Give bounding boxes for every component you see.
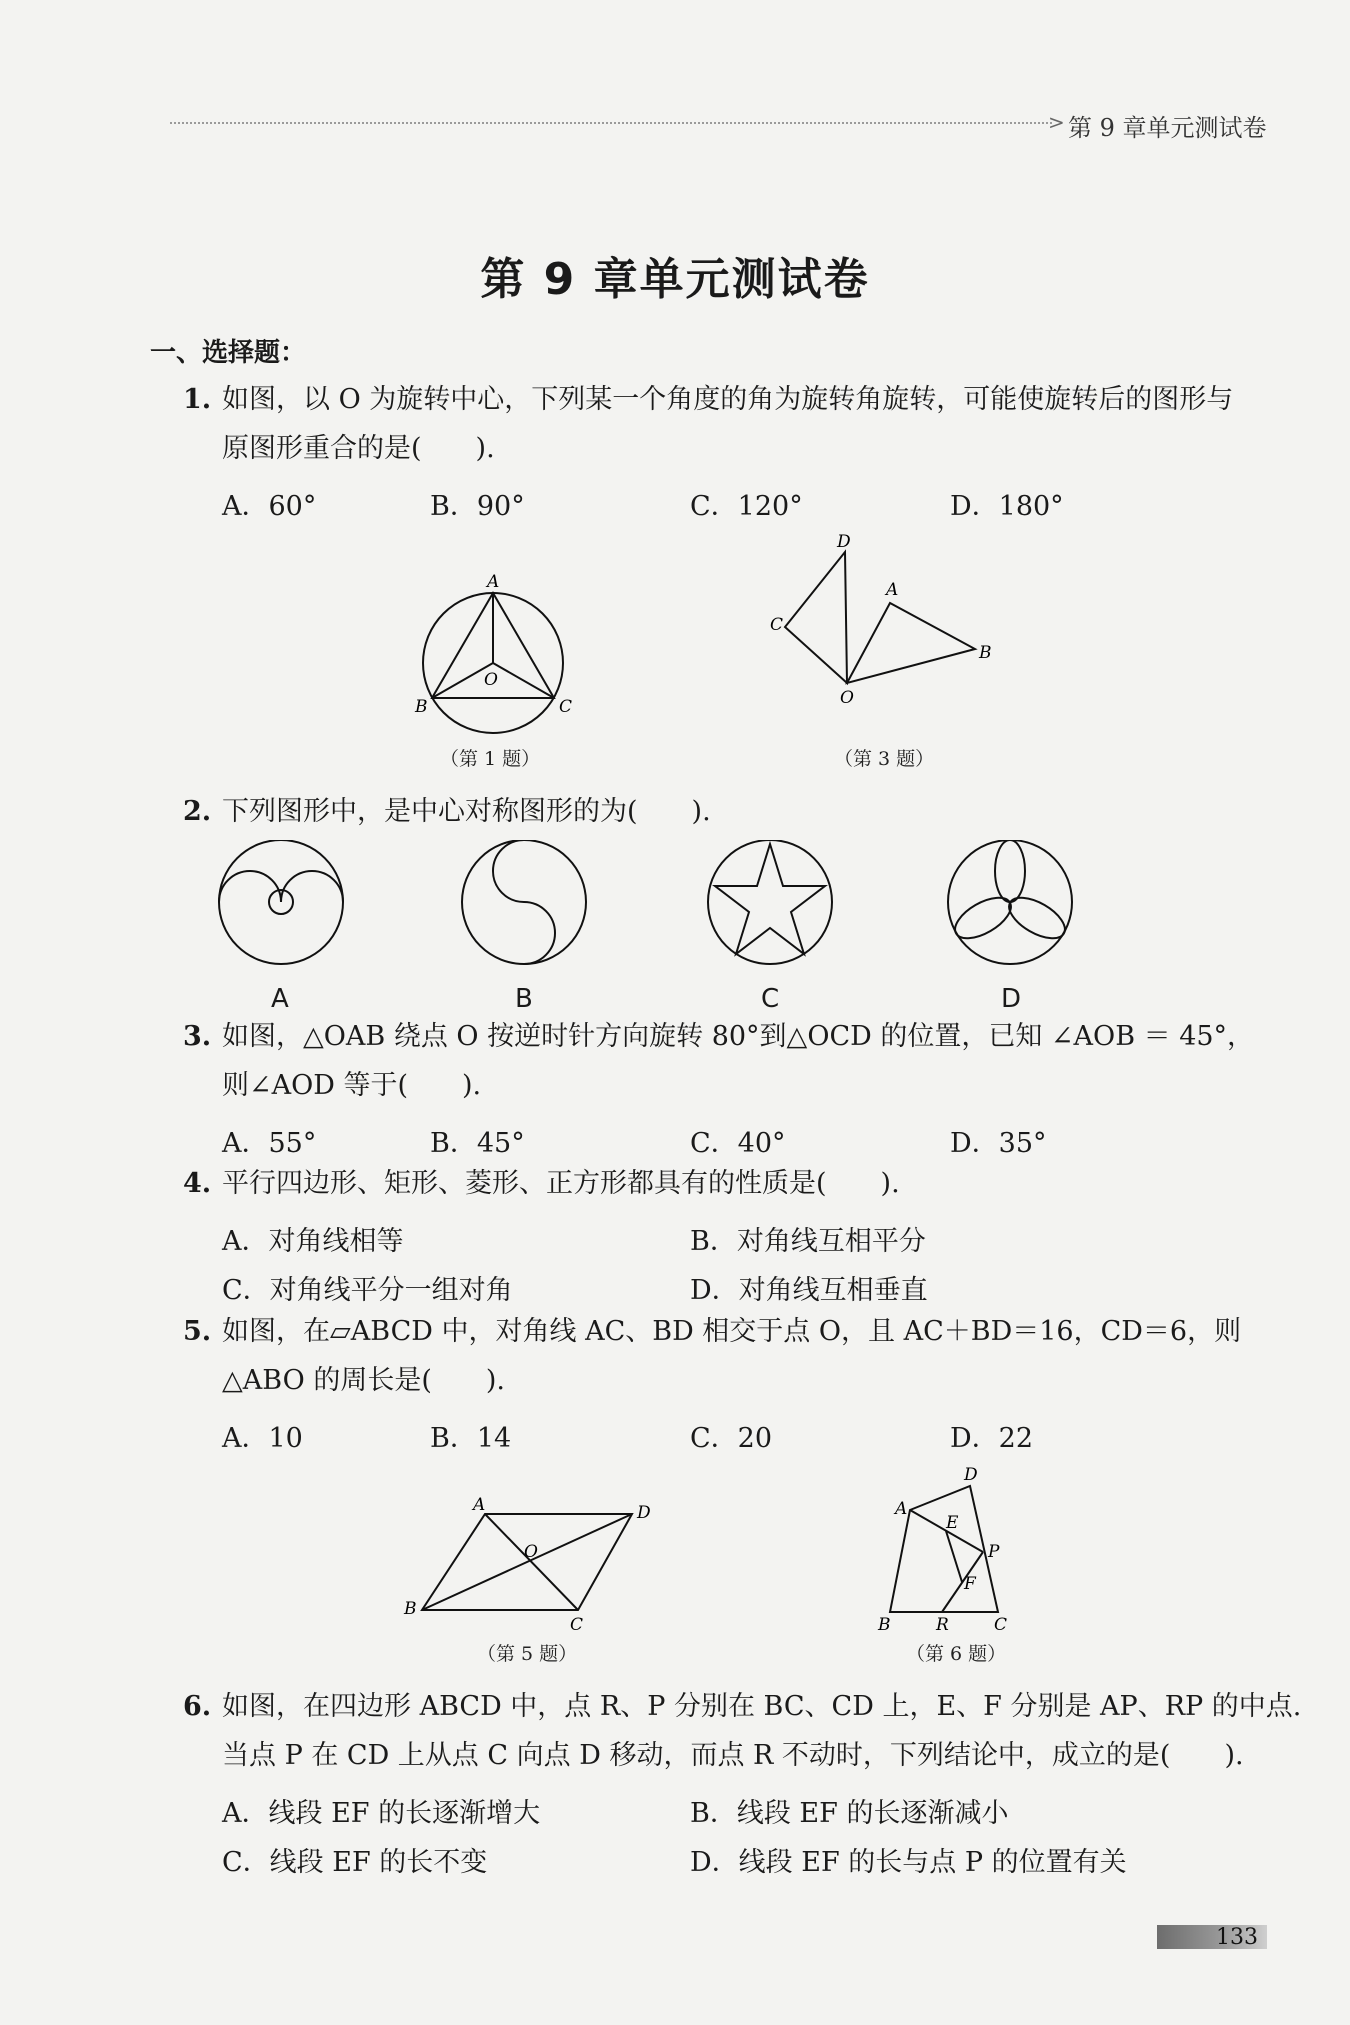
question-text-line: 当点 P 在 CD 上从点 C 向点 D 移动，而点 R 不动时，下列结论中，成立的是( ). xyxy=(222,1740,1244,1771)
fig3-label-d: D xyxy=(837,532,851,552)
fig6-label-b: B xyxy=(878,1615,891,1634)
option-c: C．20 xyxy=(690,1423,773,1454)
q2-label-a: A xyxy=(271,984,289,1014)
figure-1 xyxy=(405,555,595,735)
fig5-label-o: O xyxy=(524,1542,538,1562)
option-d: D．22 xyxy=(950,1423,1034,1454)
fig6-label-c: C xyxy=(994,1615,1008,1634)
option-c: C．40° xyxy=(690,1128,786,1159)
fig6-label-e: E xyxy=(946,1513,959,1533)
option-d: D．线段 EF 的长与点 P 的位置有关 xyxy=(690,1847,1127,1878)
fig6-label-d: D xyxy=(964,1465,978,1485)
figure-3 xyxy=(750,525,1010,715)
question-text-line: 如图，在四边形 ABCD 中，点 R、P 分别在 BC、CD 上，E、F 分别是 AP、RP 的中点. xyxy=(222,1691,1302,1722)
question-number: 3. xyxy=(183,1021,212,1052)
figure-5-caption: （第 5 题） xyxy=(477,1643,578,1665)
figure-6 xyxy=(870,1462,1030,1634)
option-d: D．对角线互相垂直 xyxy=(690,1275,928,1306)
question-text-line: 则∠AOD 等于( ). xyxy=(222,1070,482,1101)
fig5-label-c: C xyxy=(570,1615,584,1635)
question-number: 2. xyxy=(183,796,212,827)
fig3-label-a: A xyxy=(886,580,899,600)
option-c: C．对角线平分一组对角 xyxy=(222,1275,513,1306)
option-c: C．120° xyxy=(690,491,803,522)
q2-figure-c xyxy=(706,840,841,970)
fig1-label-b: B xyxy=(415,697,428,717)
question-number: 6. xyxy=(183,1691,212,1722)
option-b: B．90° xyxy=(430,491,525,522)
option-b: B．45° xyxy=(430,1128,525,1159)
fig3-label-o: O xyxy=(840,688,854,708)
question-text-line: 如图，以 O 为旋转中心，下列某一个角度的角为旋转角旋转，可能使旋转后的图形与 xyxy=(222,384,1234,415)
fig1-label-c: C xyxy=(559,697,573,717)
fig1-label-a: A xyxy=(487,572,500,592)
figure-1-caption: （第 1 题） xyxy=(440,748,541,770)
option-b: B．14 xyxy=(430,1423,512,1454)
header-arrow-icon: > xyxy=(1048,110,1065,134)
fig6-label-p: P xyxy=(988,1542,1000,1562)
q2-label-b: B xyxy=(515,984,533,1014)
fig5-label-a: A xyxy=(473,1495,486,1515)
page-number: 133 xyxy=(1216,1925,1258,1950)
fig5-label-d: D xyxy=(637,1503,651,1523)
option-c: C．线段 EF 的长不变 xyxy=(222,1847,488,1878)
q2-figure-d xyxy=(946,840,1081,970)
figure-6-caption: （第 6 题） xyxy=(906,1643,1007,1665)
fig6-label-f: F xyxy=(964,1574,976,1594)
option-a: A．60° xyxy=(222,491,317,522)
fig1-label-o: O xyxy=(484,670,498,690)
question-text-line: 如图，在▱ABCD 中，对角线 AC、BD 相交于点 O，且 AC＋BD＝16，CD＝6，则 xyxy=(222,1316,1242,1347)
section-heading: 一、选择题： xyxy=(150,338,307,368)
option-b: B．对角线互相平分 xyxy=(690,1226,926,1257)
figure-3-caption: （第 3 题） xyxy=(834,748,935,770)
option-d: D．180° xyxy=(950,491,1064,522)
q2-label-d: D xyxy=(1001,984,1022,1014)
q2-label-c: C xyxy=(761,984,780,1014)
question-number: 1. xyxy=(183,384,212,415)
question-text-line: 如图，△OAB 绕点 O 按逆时针方向旋转 80°到△OCD 的位置，已知 ∠AOB ＝ 45°， xyxy=(222,1021,1255,1052)
fig5-label-b: B xyxy=(404,1599,417,1619)
running-title: 第 9 章单元测试卷 xyxy=(1068,114,1267,142)
page-title: 第 9 章单元测试卷 xyxy=(480,254,870,305)
option-a: A．对角线相等 xyxy=(222,1226,404,1257)
question-text-line: 下列图形中，是中心对称图形的为( ). xyxy=(222,796,711,827)
q2-figure-a xyxy=(215,840,350,970)
fig3-label-c: C xyxy=(770,615,784,635)
header-rule xyxy=(170,122,1052,124)
question-number: 4. xyxy=(183,1168,212,1199)
question-text-line: △ABO 的周长是( ). xyxy=(222,1365,505,1396)
question-text-line: 平行四边形、矩形、菱形、正方形都具有的性质是( ). xyxy=(222,1168,900,1199)
fig6-label-r: R xyxy=(936,1615,949,1634)
question-text-line: 原图形重合的是( ). xyxy=(222,433,495,464)
figure-5 xyxy=(400,1490,670,1635)
option-a: A．线段 EF 的长逐渐增大 xyxy=(222,1798,541,1829)
option-a: A．10 xyxy=(222,1423,303,1454)
option-a: A．55° xyxy=(222,1128,317,1159)
option-b: B．线段 EF 的长逐渐减小 xyxy=(690,1798,1009,1829)
option-d: D．35° xyxy=(950,1128,1047,1159)
q2-figure-b xyxy=(460,840,595,970)
question-number: 5. xyxy=(183,1316,212,1347)
fig3-label-b: B xyxy=(979,643,992,663)
fig6-label-a: A xyxy=(895,1499,908,1519)
